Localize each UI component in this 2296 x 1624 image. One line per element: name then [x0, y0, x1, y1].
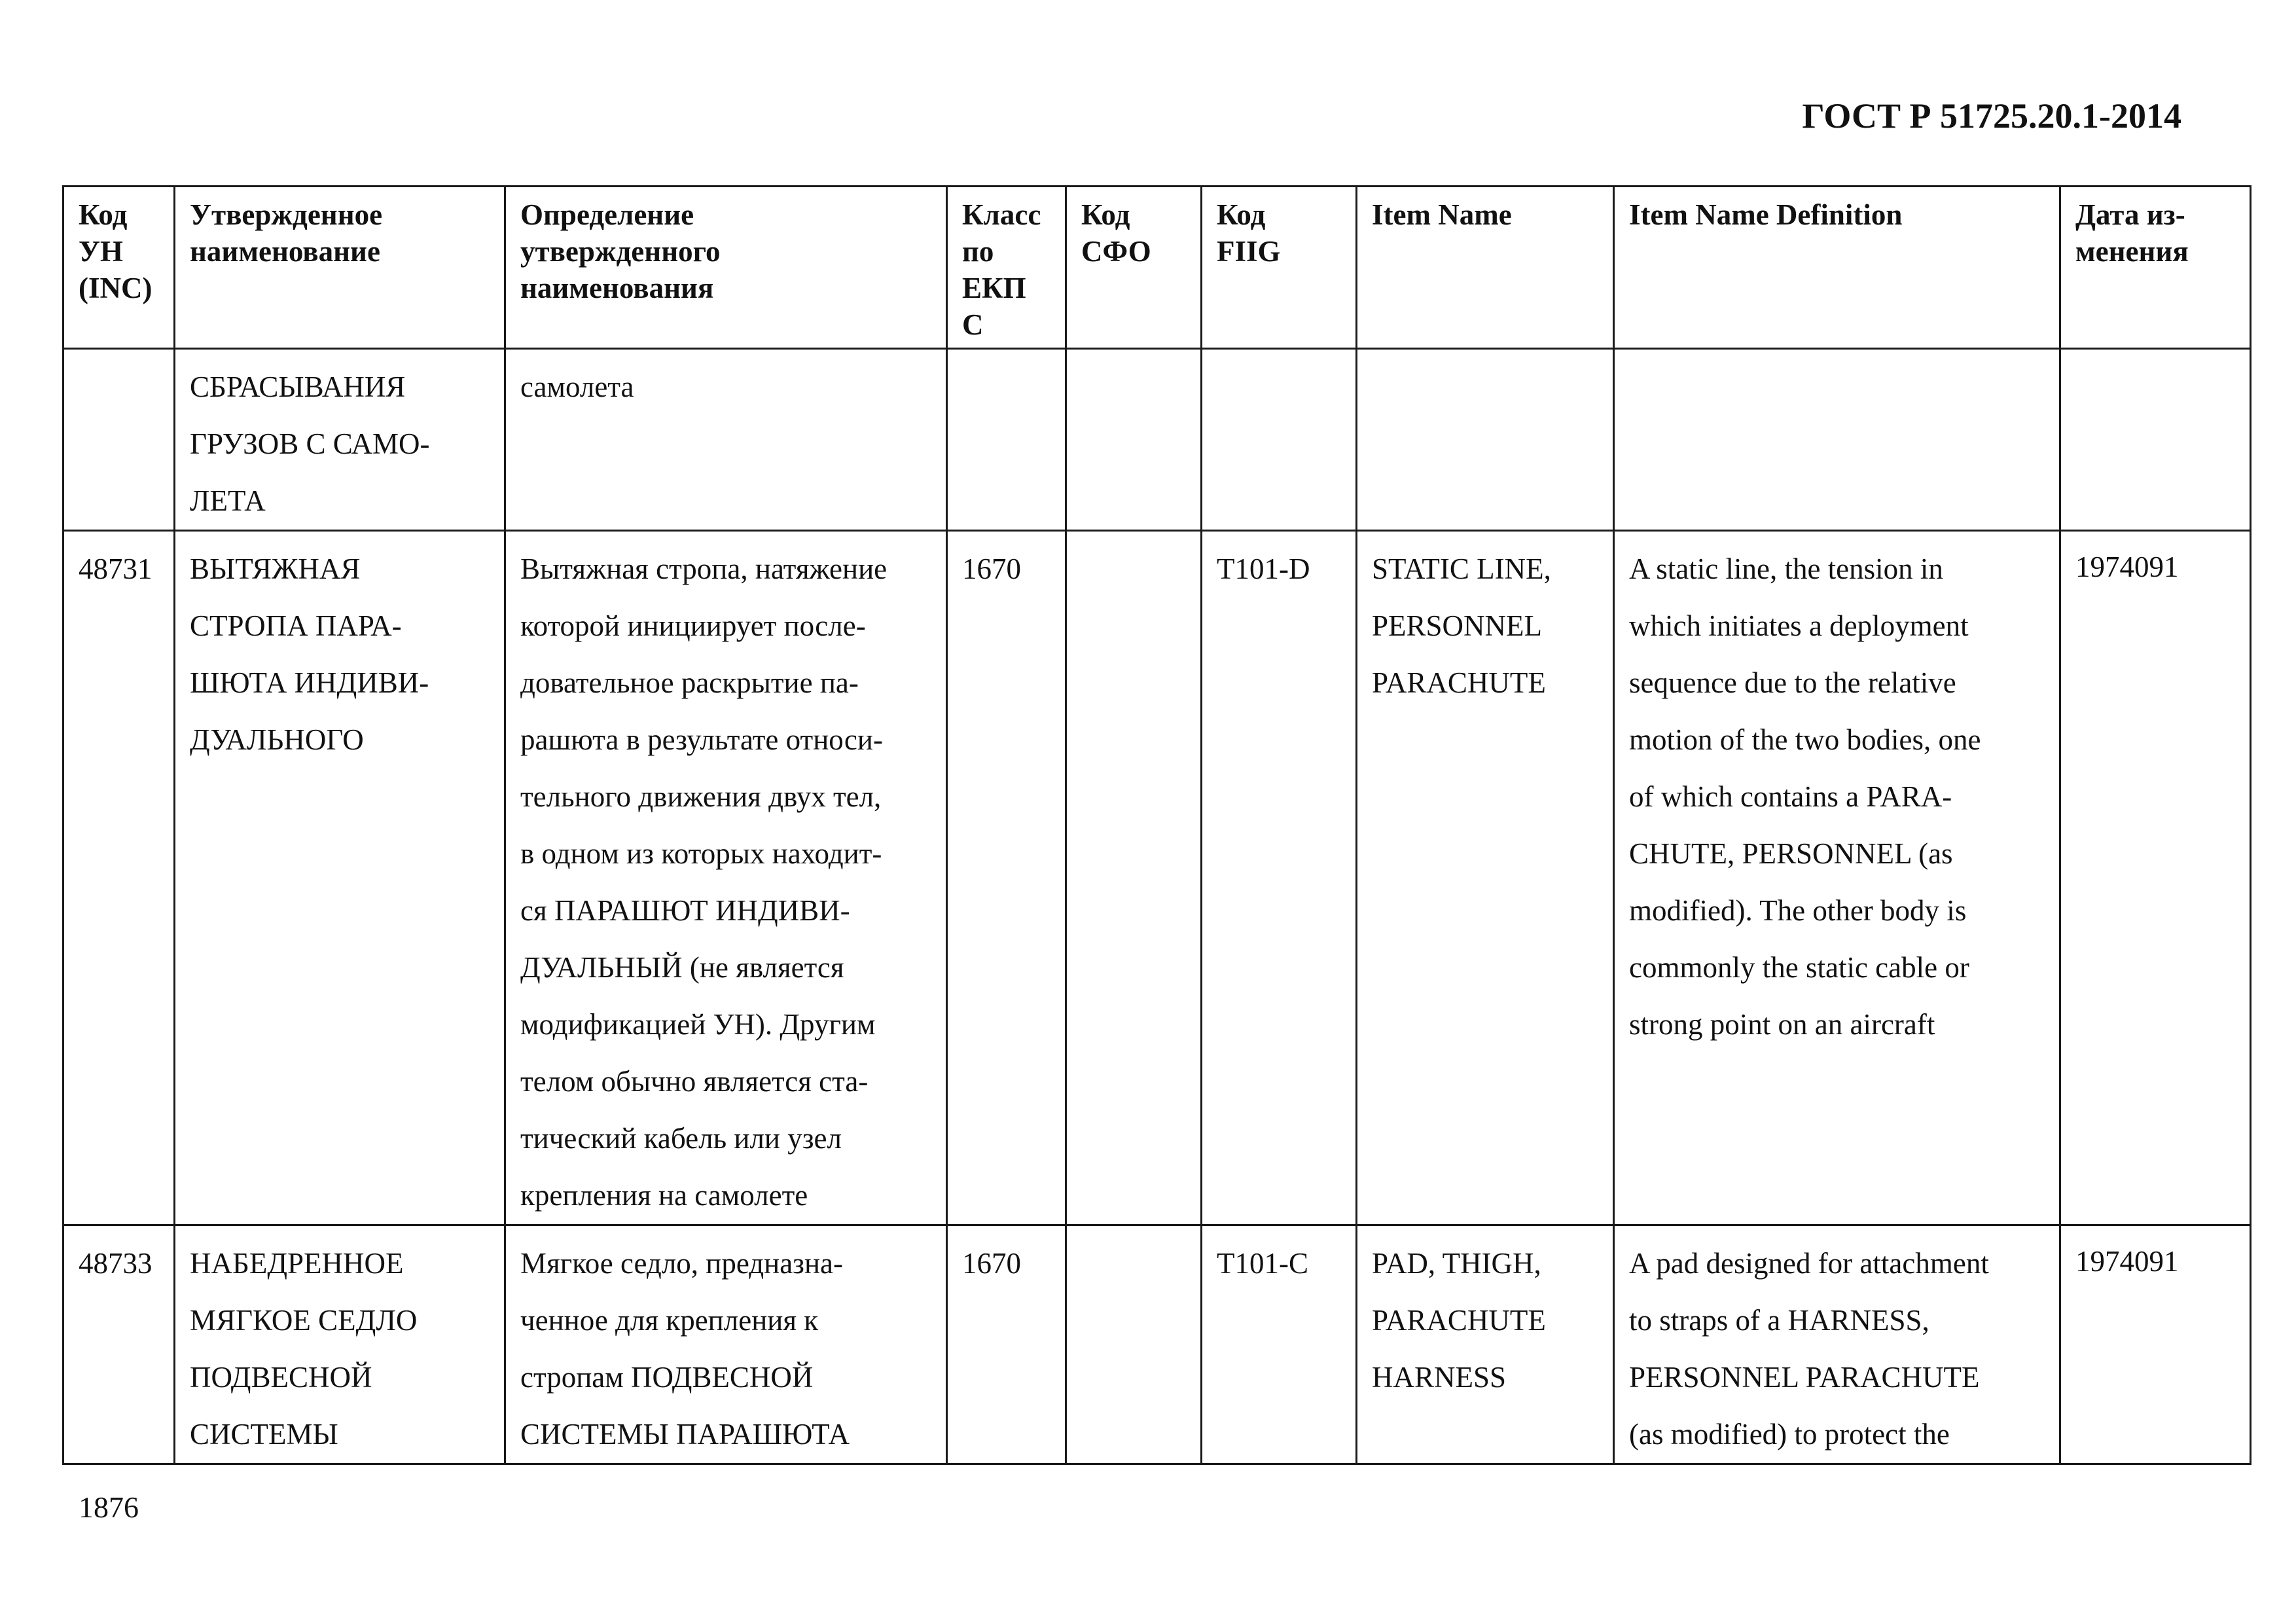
- header-approved-name: [175, 187, 505, 349]
- cell-text-line: крепления на самолете: [520, 1179, 808, 1212]
- cell-text-line: рашюта в результате относи-: [520, 723, 883, 756]
- cell-text-line: ПОДВЕСНОЙ: [190, 1361, 372, 1394]
- cell-text-line: PAD, THIGH,: [1372, 1247, 1541, 1280]
- header-line: Определение: [520, 198, 694, 231]
- cell-text-line: strong point on an aircraft: [1629, 1008, 1935, 1041]
- cell-text-line: 1670: [962, 1247, 1021, 1280]
- cell-text-line: PARACHUTE: [1372, 666, 1546, 699]
- header-line: С: [962, 308, 984, 341]
- cell-inc: [63, 531, 175, 1225]
- cell-text-line: commonly the static cable or: [1629, 951, 1969, 984]
- cell-text-line: МЯГКОЕ СЕДЛО: [190, 1304, 418, 1337]
- header-line: Класс: [962, 198, 1041, 231]
- cell-text-line: PERSONNEL PARACHUTE: [1629, 1361, 1980, 1394]
- table-row: [63, 1225, 2251, 1464]
- cell-text-line: motion of the two bodies, one: [1629, 723, 1981, 756]
- cell-text-line: modified). The other body is: [1629, 894, 1967, 927]
- cell-item-name: [1357, 349, 1614, 531]
- cell-item-name-definition: [1614, 531, 2060, 1225]
- cell-text-line: НАБЕДРЕННОЕ: [190, 1247, 404, 1280]
- table-body: [63, 349, 2251, 1464]
- cell-text-line: 1670: [962, 552, 1021, 585]
- header-line: СФО: [1081, 235, 1151, 268]
- cell-text-line: ЛЕТА: [190, 484, 266, 517]
- cell-inc: [63, 349, 175, 531]
- cell-approved-name: [175, 349, 505, 531]
- cell-text-line: тельного движения двух тел,: [520, 780, 882, 813]
- cell-text-line: HARNESS: [1372, 1361, 1507, 1394]
- cell-text-line: ГРУЗОВ С САМО-: [190, 427, 430, 460]
- cell-fiig-code: [1202, 349, 1357, 531]
- cell-text-line: CHUTE, PERSONNEL (as: [1629, 837, 1953, 870]
- header-line: утвержденного: [520, 235, 721, 268]
- cell-text-line: СИСТЕМЫ ПАРАШЮТА: [520, 1418, 850, 1451]
- cell-text-line: ДУАЛЬНЫЙ (не является: [520, 951, 844, 984]
- cell-text-line: 48731: [79, 552, 152, 585]
- cell-text-line: of which contains a PARA-: [1629, 780, 1952, 813]
- cell-fiig-code: [1202, 1225, 1357, 1464]
- cell-text-line: STATIC LINE,: [1372, 552, 1551, 585]
- cell-change-date: [2060, 1225, 2251, 1464]
- cell-item-name: [1357, 1225, 1614, 1464]
- header-fiig-code: [1202, 187, 1357, 349]
- cell-change-date: [2060, 349, 2251, 531]
- cell-text-line: 1974091: [2075, 550, 2179, 583]
- cell-text-line: 1974091: [2075, 1245, 2179, 1278]
- header-line: Код: [1081, 198, 1130, 231]
- cell-text-line: T101-D: [1217, 552, 1310, 585]
- header-ekps-class: [947, 187, 1066, 349]
- cell-item-name-definition: [1614, 1225, 2060, 1464]
- cell-text-line: ВЫТЯЖНАЯ: [190, 552, 361, 585]
- cell-text-line: которой инициирует после-: [520, 609, 866, 642]
- cell-ekps-class: [947, 1225, 1066, 1464]
- cell-text-line: СИСТЕМЫ: [190, 1418, 338, 1451]
- cell-text-line: СБРАСЫВАНИЯ: [190, 370, 406, 403]
- cell-item-name-definition: [1614, 349, 2060, 531]
- cell-ekps-class: [947, 349, 1066, 531]
- cell-name-definition: [505, 349, 947, 531]
- cell-text-line: стропам ПОДВЕСНОЙ: [520, 1361, 814, 1394]
- header-line: наименование: [190, 235, 380, 268]
- table-row: [63, 531, 2251, 1225]
- header-line: УН: [79, 235, 124, 268]
- nomenclature-table: [62, 185, 2251, 1465]
- cell-text-line: Вытяжная стропа, натяжение: [520, 552, 888, 585]
- standard-code-header: ГОСТ Р 51725.20.1-2014: [1802, 96, 2181, 135]
- cell-text-line: ДУАЛЬНОГО: [190, 723, 364, 756]
- cell-text-line: довательное раскрытие па-: [520, 666, 859, 699]
- header-line: Дата из-: [2075, 198, 2185, 231]
- cell-sfo-code: [1066, 349, 1202, 531]
- header-change-date: [2060, 187, 2251, 349]
- header-line: по: [962, 235, 994, 268]
- cell-text-line: в одном из которых находит-: [520, 837, 882, 870]
- page-number: 1876: [79, 1490, 139, 1524]
- cell-sfo-code: [1066, 1225, 1202, 1464]
- cell-text-line: телом обычно является ста-: [520, 1065, 869, 1098]
- cell-text-line: тический кабель или узел: [520, 1122, 842, 1155]
- cell-text-line: PARACHUTE: [1372, 1304, 1546, 1337]
- cell-inc: [63, 1225, 175, 1464]
- header-line: Item Name Definition: [1629, 198, 1903, 231]
- cell-text-line: 48733: [79, 1247, 152, 1280]
- cell-change-date: [2060, 531, 2251, 1225]
- cell-text-line: A pad designed for attachment: [1629, 1247, 1989, 1280]
- cell-item-name: [1357, 531, 1614, 1225]
- cell-fiig-code: [1202, 531, 1357, 1225]
- header-sfo-code: [1066, 187, 1202, 349]
- cell-text-line: T101-C: [1217, 1247, 1308, 1280]
- cell-ekps-class: [947, 531, 1066, 1225]
- header-line: Утвержденное: [190, 198, 383, 231]
- cell-text-line: sequence due to the relative: [1629, 666, 1956, 699]
- cell-text-line: ченное для крепления к: [520, 1304, 819, 1337]
- cell-sfo-code: [1066, 531, 1202, 1225]
- cell-text-line: модификацией УН). Другим: [520, 1008, 876, 1041]
- header-line: (INC): [79, 272, 152, 304]
- cell-approved-name: [175, 531, 505, 1225]
- cell-text-line: which initiates a deployment: [1629, 609, 1969, 642]
- header-item-name: [1357, 187, 1614, 349]
- header-line: ЕКП: [962, 272, 1026, 304]
- header-line: Код: [1217, 198, 1266, 231]
- cell-text-line: to straps of a HARNESS,: [1629, 1304, 1929, 1337]
- header-line: Item Name: [1372, 198, 1512, 231]
- cell-text-line: Мягкое седло, предназна-: [520, 1247, 844, 1280]
- cell-text-line: ШЮТА ИНДИВИ-: [190, 666, 429, 699]
- cell-text-line: PERSONNEL: [1372, 609, 1543, 642]
- header-name-definition: [505, 187, 947, 349]
- cell-name-definition: [505, 531, 947, 1225]
- cell-text-line: ся ПАРАШЮТ ИНДИВИ-: [520, 894, 850, 927]
- cell-approved-name: [175, 1225, 505, 1464]
- header-item-name-definition: [1614, 187, 2060, 349]
- cell-text-line: самолета: [520, 370, 634, 403]
- header-line: менения: [2075, 235, 2189, 268]
- cell-text-line: A static line, the tension in: [1629, 552, 1943, 585]
- cell-name-definition: [505, 1225, 947, 1464]
- header-line: FIIG: [1217, 235, 1281, 268]
- header-line: Код: [79, 198, 128, 231]
- header-inc: [63, 187, 175, 349]
- cell-text-line: СТРОПА ПАРА-: [190, 609, 402, 642]
- table-row: [63, 349, 2251, 531]
- table-header-row: [63, 187, 2251, 349]
- cell-text-line: (as modified) to protect the: [1629, 1418, 1950, 1451]
- header-line: наименования: [520, 272, 714, 304]
